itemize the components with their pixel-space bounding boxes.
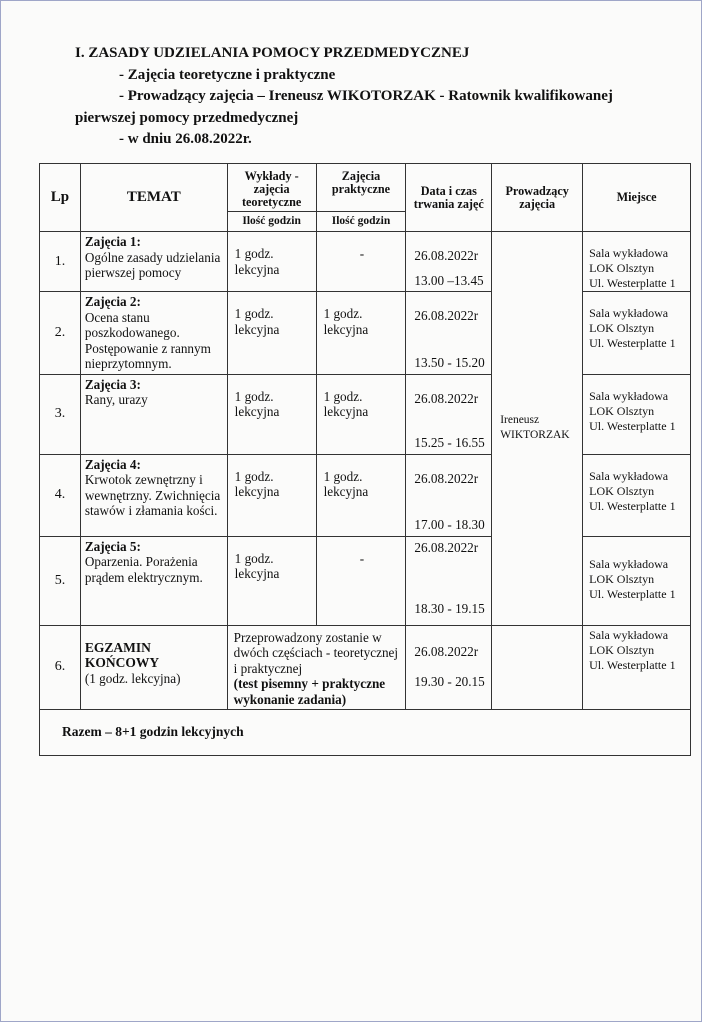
exam-row [40,625,691,709]
table-header-row [40,164,691,212]
practice-hours: 1 godz. lekcyjna [316,292,406,375]
class-date: 26.08.2022r [414,390,479,406]
row-topic [80,536,227,625]
place-cell [583,536,691,625]
practice-hours: - [316,536,406,625]
date-time-cell [406,536,492,625]
table-row [40,232,691,292]
row-number: 6. [40,625,81,709]
place-street: Ul. Westerplatte 1 [589,418,676,433]
exam-topic [80,625,227,709]
header-miejsce: Miejsce [583,164,691,232]
exam-instructor-cell [492,625,583,709]
theory-hours: 1 godz. lekcyjna [227,374,316,454]
exam-hours-note: (1 godz. lekcyjna) [84,670,181,686]
place-street: Ul. Westerplatte 1 [589,336,676,350]
place-hall: Sala wykładowa [589,306,669,320]
header-practice-hours: Ilość godzin [316,212,406,232]
place-org: LOK Olsztyn [589,261,655,275]
place-org: LOK Olsztyn [589,642,655,657]
place-cell [583,454,691,536]
row-number: 2. [40,292,81,375]
topic-title: Zajęcia 5: [84,538,141,554]
place-cell [583,625,691,709]
class-time: 17.00 - 18.30 [414,517,485,532]
header-data: Data i czas trwania zajęć [406,164,492,232]
place-cell [583,292,691,375]
header-wyklady: Wykłady - zajęcia teoretyczne [227,164,316,212]
class-time: 13.50 - 15.20 [414,355,485,370]
table-row [40,454,691,536]
heading-subtitle: - Zajęcia teoretyczne i praktyczne [119,66,336,83]
topic-description: Ocena stanu poszkodowanego. Postępowanie z rannym nieprzytomnym. [84,309,211,371]
theory-hours: 1 godz. lekcyjna [227,536,316,625]
date-time-cell [406,454,492,536]
place-org: LOK Olsztyn [589,403,655,418]
place-org: LOK Olsztyn [589,321,655,335]
heading-instructor-line: - Prowadzący zajęcia – Ireneusz WIKOTORZAK - Ratownik kwalifikowanej [119,88,613,104]
header-zajecia: Zajęcia praktyczne [316,164,406,212]
heading-title: I. ZASADY UDZIELANIA POMOCY PRZEDMEDYCZNEJ [75,45,470,61]
total-row [40,709,691,755]
instructor-cell [492,232,583,626]
schedule-table [39,163,691,756]
date-time-cell [406,232,492,292]
place-street: Ul. Westerplatte 1 [589,586,676,601]
instructor-first-name: Ireneusz [500,414,540,427]
class-time: 15.25 - 16.55 [414,435,485,450]
class-date: 26.08.2022r [414,470,479,486]
exam-title: EGZAMIN KOŃCOWY [84,639,160,670]
header-temat: TEMAT [80,164,227,232]
header-theory-hours: Ilość godzin [227,212,316,232]
class-time: 18.30 - 19.15 [414,601,485,616]
row-topic [80,232,227,292]
topic-title: Zajęcia 2: [84,294,141,309]
exam-description-text: Przeprowadzony zostanie w dwóch częściach - teoretycznej i praktycznej [233,629,399,676]
date-time-cell [406,625,492,709]
total-hours: Razem – 8+1 godzin lekcyjnych [40,709,691,755]
practice-hours: - [316,232,406,292]
table-row [40,536,691,625]
place-street: Ul. Westerplatte 1 [589,276,676,290]
table-row [40,374,691,454]
heading-instructor-qualification: pierwszej pomocy przedmedycznej [75,109,299,126]
heading-date-line: - w dniu 26.08.2022r. [119,131,252,147]
header-prowadzacy: Prowadzący zajęcia [492,164,583,232]
row-number: 3. [40,374,81,454]
topic-description: Oparzenia. Porażenia prądem elektrycznym. [84,554,203,585]
place-hall: Sala wykładowa [589,468,669,483]
place-cell [583,232,691,292]
exam-description-bold: (test pisemny + praktyczne wykonanie zadania) [233,676,386,707]
class-time: 13.00 –13.45 [414,272,484,288]
document-heading [75,43,613,151]
header-lp: Lp [40,164,81,232]
place-hall: Sala wykładowa [589,388,669,403]
place-cell [583,374,691,454]
table-row [40,292,691,375]
practice-hours: 1 godz. lekcyjna [316,454,406,536]
row-number: 4. [40,454,81,536]
exam-description [227,625,406,709]
class-date: 26.08.2022r [414,539,479,555]
class-time: 19.30 - 20.15 [414,673,485,689]
place-street: Ul. Westerplatte 1 [589,498,676,513]
class-date: 26.08.2022r [414,643,479,659]
theory-hours: 1 godz. lekcyjna [227,232,316,292]
topic-title: Zajęcia 3: [84,376,141,392]
topic-description: Krwotok zewnętrzny i wewnętrzny. Zwichnięcia stawów i złamania kości. [84,472,221,518]
row-topic [80,292,227,375]
row-topic [80,454,227,536]
topic-description: Rany, urazy [84,392,148,407]
row-topic [80,374,227,454]
row-number: 5. [40,536,81,625]
row-number: 1. [40,232,81,292]
place-hall: Sala wykładowa [589,246,669,260]
place-org: LOK Olsztyn [589,483,655,498]
date-time-cell [406,374,492,454]
date-time-cell [406,292,492,375]
place-org: LOK Olsztyn [589,571,655,586]
place-street: Ul. Westerplatte 1 [589,657,676,672]
class-date: 26.08.2022r [414,308,479,323]
class-date: 26.08.2022r [414,248,479,263]
place-hall: Sala wykładowa [589,627,669,642]
topic-description: Ogólne zasady udzielania pierwszej pomocy [84,249,221,280]
topic-title: Zajęcia 1: [84,234,141,249]
topic-title: Zajęcia 4: [84,456,141,472]
place-hall: Sala wykładowa [589,556,669,571]
instructor-last-name: WIKTORZAK [500,429,570,442]
theory-hours: 1 godz. lekcyjna [227,454,316,536]
practice-hours: 1 godz. lekcyjna [316,374,406,454]
theory-hours: 1 godz. lekcyjna [227,292,316,375]
